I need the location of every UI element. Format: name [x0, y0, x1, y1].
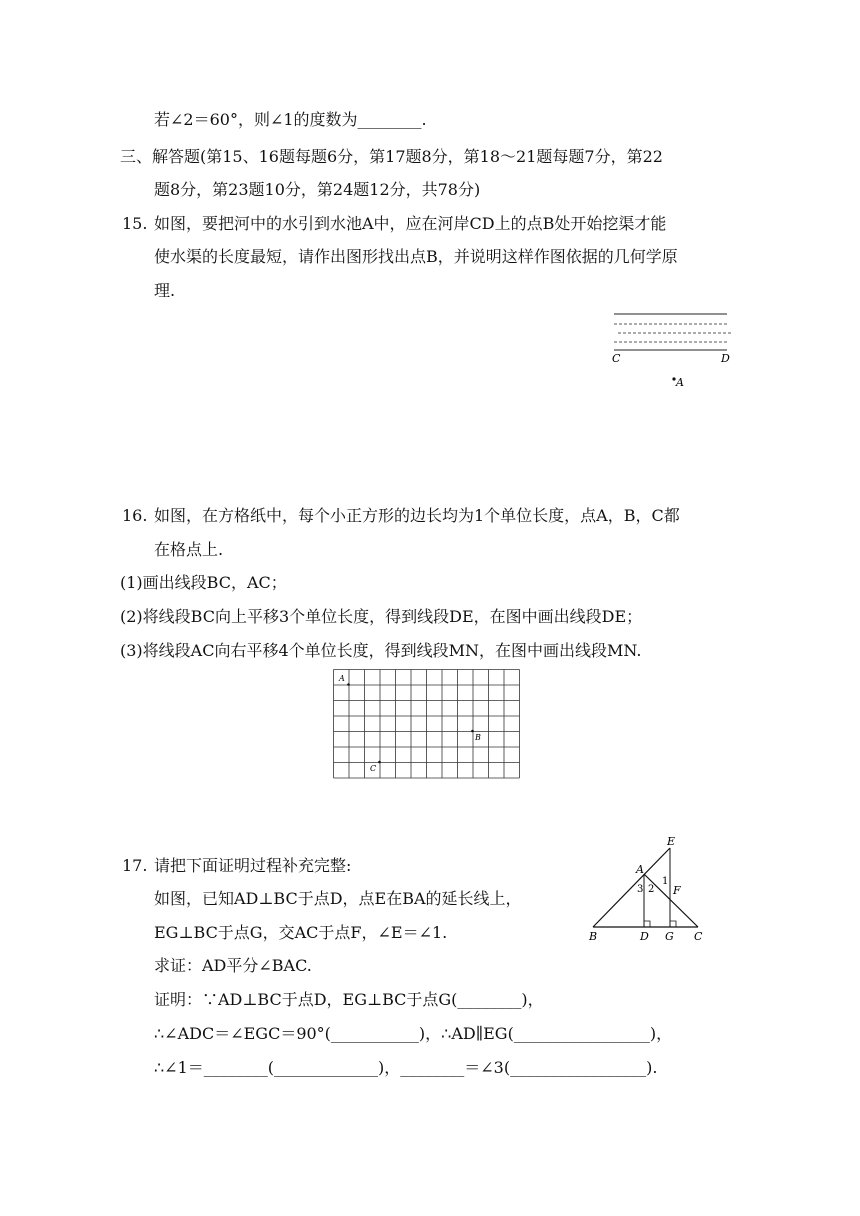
q17-triangle-figure [585, 832, 715, 947]
q17-proof-line3: ∴∠1＝________(_____________)，________＝∠3(_________________). [154, 1058, 658, 1077]
q17-label-e: E [667, 835, 676, 848]
q15-label-a: A [676, 376, 684, 389]
q15-number: 15. [122, 214, 148, 233]
q17-text-line3: EG⊥BC于点G，交AC于点F，∠E＝∠1. [154, 923, 448, 942]
q16-part1: (1)画出线段BC，AC； [120, 573, 287, 592]
q17-text-line1: 请把下面证明过程补充完整: [154, 856, 352, 875]
q17-label-f: F [673, 884, 681, 897]
q16-point-c [378, 761, 381, 764]
q15-text-line1: 如图，要把河中的水引到水池A中，应在河岸CD上的点B处开始挖渠才能 [154, 214, 667, 233]
q16-label-c: C [370, 764, 377, 773]
q16-point-b [471, 730, 474, 733]
q16-part2: (2)将线段BC向上平移3个单位长度，得到线段DE，在图中画出线段DE； [120, 607, 643, 626]
q15-river-figure [600, 305, 740, 395]
q17-text-line2: 如图，已知AD⊥BC于点D，点E在BA的延长线上， [154, 889, 522, 908]
q17-label-b: B [589, 930, 598, 943]
q16-text-line1: 如图，在方格纸中，每个小正方形的边长均为1个单位长度，点A，B，C都 [154, 506, 680, 525]
q17-label-g: G [665, 930, 674, 943]
q17-label-d: D [640, 930, 649, 943]
q17-proof-line1: 证明：∵AD⊥BC于点D，EG⊥BC于点G(________)， [154, 990, 544, 1009]
q17-label-2: 2 [648, 884, 655, 895]
q16-grid-figure [333, 669, 521, 779]
q16-label-b: B [475, 733, 481, 742]
q17-text-line4: 求证：AD平分∠BAC. [154, 956, 312, 975]
q16-point-a [347, 683, 350, 686]
q17-label-3: 3 [637, 884, 644, 895]
q16-part3: (3)将线段AC向右平移4个单位长度，得到线段MN，在图中画出线段MN. [120, 641, 642, 660]
q15-text-line2: 使水渠的长度最短，请作出图形找出点B，并说明这样作图依据的几何学原 [154, 247, 678, 266]
q15-text-line3: 理. [154, 281, 176, 300]
section3-header-line1: 三、解答题(第15、16题每题6分，第17题8分，第18～21题每题7分，第22 [120, 147, 663, 166]
q17-label-1: 1 [662, 876, 669, 887]
q17-proof-line2: ∴∠ADC＝∠EGC＝90°(___________)，∴AD∥EG(_________________)， [154, 1024, 673, 1043]
q16-label-a: A [339, 674, 345, 683]
q17-label-c: C [694, 930, 703, 943]
q15-label-c: C [612, 352, 621, 365]
q15-label-d: D [721, 352, 730, 365]
q14-tail-text: 若∠2＝60°，则∠1的度数为________. [154, 110, 427, 129]
q17-label-a: A [636, 863, 644, 876]
q16-text-line2: 在格点上. [154, 540, 224, 559]
section3-header-line2: 题8分，第23题10分，第24题12分，共78分) [154, 180, 481, 199]
q17-number: 17. [122, 856, 148, 875]
q16-number: 16. [122, 506, 148, 525]
